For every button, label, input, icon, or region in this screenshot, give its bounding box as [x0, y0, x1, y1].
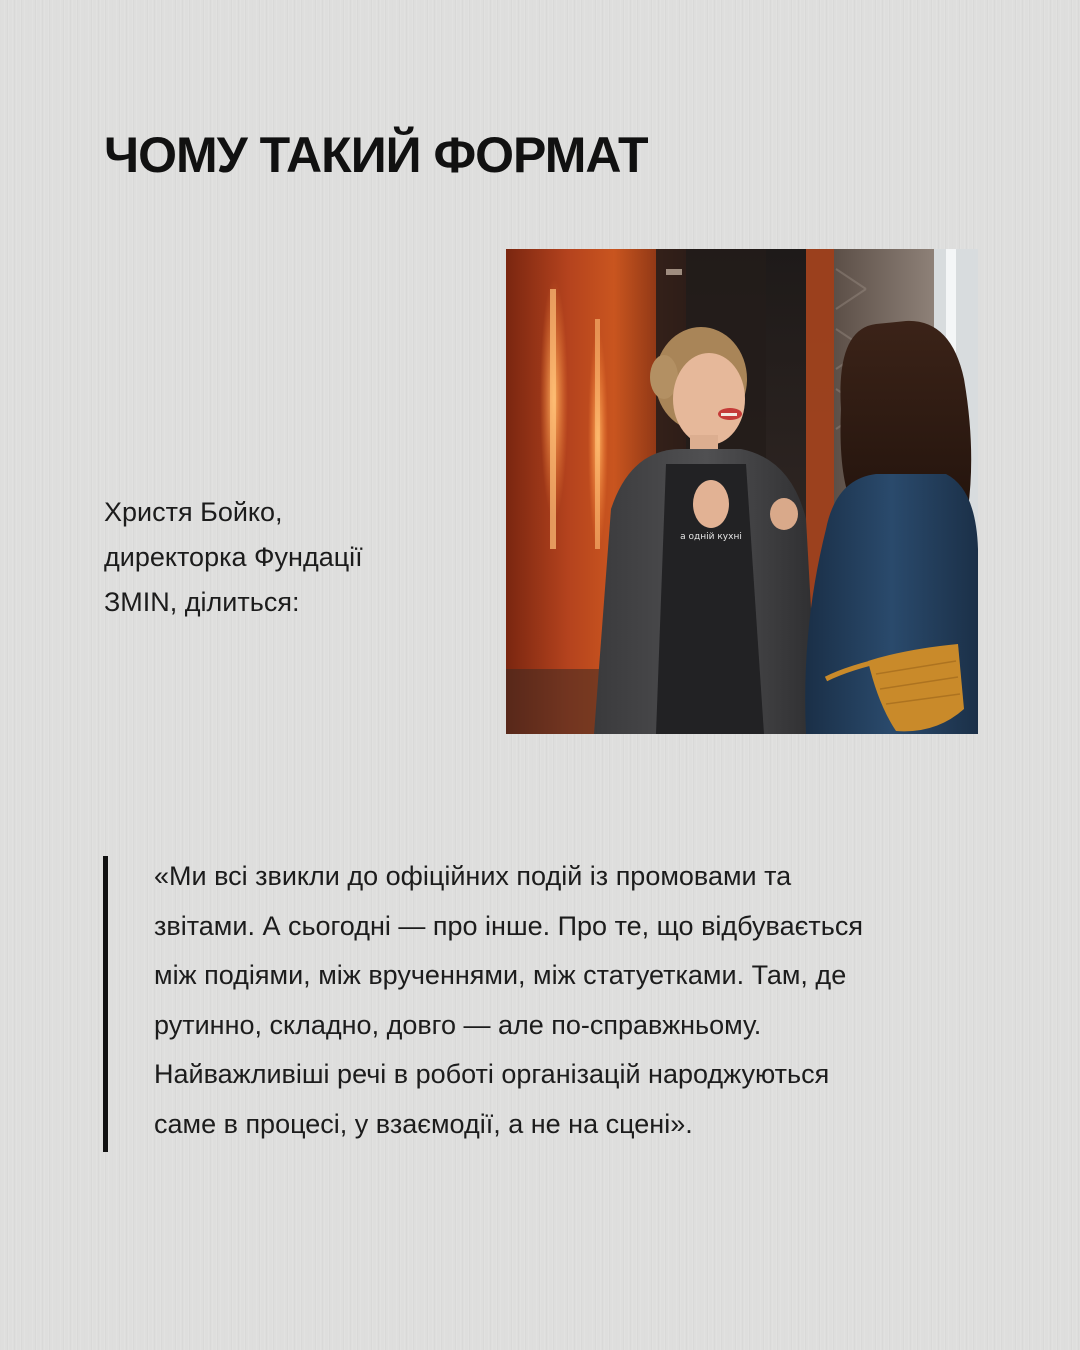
page-title: ЧОМУ ТАКИЙ ФОРМАТ — [104, 127, 648, 183]
apron-text: а одній кухні — [680, 532, 742, 542]
quote-text — [154, 852, 1014, 1149]
quote-line: рутинно, складно, довго — але по-справжньому. — [154, 1009, 762, 1040]
quote-line: «Ми всі звикли до офіційних подій із промовами та — [154, 861, 792, 891]
quote-line: Найважливіші речі в роботі організацій народжуються — [154, 1059, 830, 1089]
quote-accent-bar — [103, 856, 108, 1152]
quote-line: звітами. А сьогодні — про інше. Про те, що відбувається — [154, 910, 863, 941]
quote-line: саме в процесі, у взаємодії, а не на сцені». — [154, 1108, 693, 1139]
speaker-photo — [506, 249, 978, 734]
speaker-line: директорка Фундації — [104, 542, 363, 572]
speaker-line: Христя Бойко, — [104, 497, 283, 527]
quote-line: між подіями, між врученнями, між статуетками. Там, де — [154, 960, 847, 990]
speaker-line: ЗМІN, ділиться: — [104, 587, 300, 617]
speaker-caption — [104, 490, 434, 625]
